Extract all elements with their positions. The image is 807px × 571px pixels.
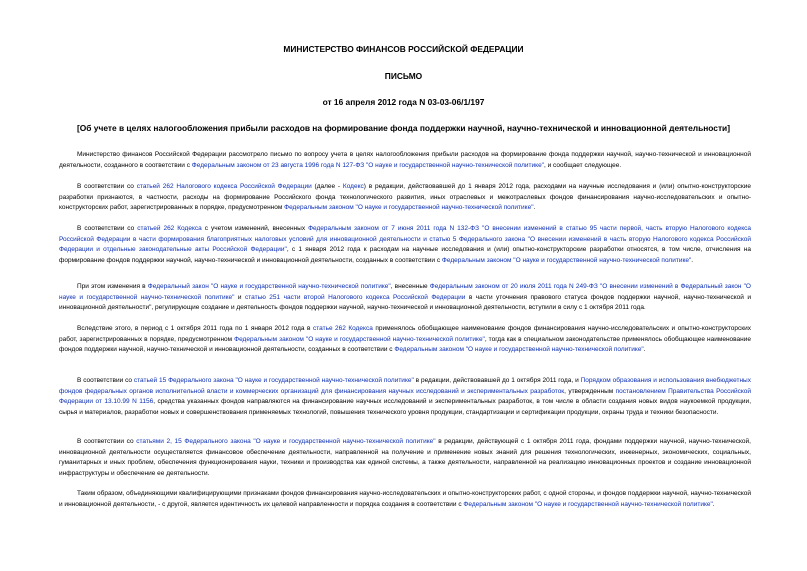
legal-reference-link[interactable]: статьей 15 Федерального закона "О науке и государственной научно-технической политике" bbox=[133, 377, 414, 384]
legal-reference-link[interactable]: Федеральным законом "О науке и государственной научно-технической политике" bbox=[394, 346, 644, 354]
legal-reference-link[interactable]: Федеральным законом от 7 июня 2011 года N 132-ФЗ "О внесении изменений в статью 95 части первой, часть вторую Налогового кодекса Российской Федерации в части формирования благоприятных налоговых условий для инновационной деятельности и статью 5 Федерального закона "О внесении изменений в часть вторую Налогового кодекса Российской Федерации и отдельные законодательные акты Российской Федерации" bbox=[59, 225, 752, 254]
legal-reference-link[interactable]: Кодекс bbox=[342, 183, 364, 190]
paragraph-text: с учетом изменений, внесенных bbox=[201, 225, 309, 232]
paragraph-text: и bbox=[234, 293, 245, 301]
paragraph-text: В соответствии со bbox=[77, 438, 137, 445]
legal-reference-link[interactable]: Федеральным законом "О науке и государственной научно-технической политике" bbox=[441, 256, 692, 264]
legal-reference-link[interactable]: Федеральным законом "О науке и государственной научно-технической политике" bbox=[463, 500, 713, 508]
paragraph-text: . bbox=[533, 204, 536, 212]
legal-reference-link[interactable]: статье 262 Кодекса bbox=[312, 325, 373, 332]
paragraph-text: в редакции, действовавшей до 1 октября 2011 года, и bbox=[413, 377, 581, 384]
paragraph-text: В соответствии со bbox=[77, 377, 134, 384]
paragraph-text: , и сообщает следующее. bbox=[544, 161, 622, 169]
body-paragraph-5 bbox=[59, 324, 751, 356]
legal-reference-link[interactable]: Федеральный закон "О науке и государственной научно-технической политике" bbox=[147, 283, 391, 290]
legal-reference-link[interactable]: Федеральным законом "О науке и государственной научно-технической политике" bbox=[234, 335, 485, 343]
paragraph-text: . bbox=[712, 500, 715, 508]
legal-reference-link[interactable]: статью 251 части второй Налогового кодекса Российской Федерации bbox=[244, 293, 466, 301]
paragraph-text: В соответствии со bbox=[77, 183, 137, 190]
legal-reference-link[interactable]: Порядком образования и использования внебюджетных фондов федеральных органов исполнительной власти и коммерческих организаций для финансирования научных исследований и экспериментальных разработок bbox=[59, 377, 751, 395]
subject-heading: [Об учете в целях налогообложения прибыли расходов на формирование фонда поддержки научной, научно-технической и инновационной деятельности] bbox=[77, 123, 730, 133]
paragraph-text: , средства указанных фондов направляются на финансирование научных исследований и экспериментальных разработок, в том числе в области создания новых видов наукоемкой продукции, сырья и материалов, разработки новых и совершенствования применяемых технологий, повышения технического уровня продукции, стандартизации и сертификации продукции, охраны труда и техники безопасности. bbox=[59, 398, 751, 416]
document-type-heading: ПИСЬМО bbox=[384, 71, 423, 81]
body-paragraph-4 bbox=[59, 282, 751, 314]
paragraph-text: Вследствие этого, в период с 1 октября 2011 года по 1 января 2012 года в bbox=[77, 325, 313, 332]
paragraph-text: , тогда как в специальном законодательстве применялось обобщающее наименование фондов поддержки научной, научно-технической и инновационной деятельности, созданных в соответствии с bbox=[59, 335, 751, 354]
legal-reference-link[interactable]: Федеральным законом "О науке и государственной научно-технической политике" bbox=[284, 204, 534, 212]
paragraph-text: . bbox=[691, 256, 694, 264]
body-paragraph-6 bbox=[59, 376, 751, 418]
paragraph-text: При этом изменения в bbox=[77, 283, 148, 290]
legal-reference-link[interactable]: постановлением Правительства Российской Федерации от 13.10.99 N 1156 bbox=[59, 387, 751, 406]
paragraph-text: в части уточнения правового статуса фондов поддержки научной, научно-технической и инновационной деятельности", регулирующие создание и деятельность фондов поддержки научной, научно-технической и инновационной деятельности, вступили в силу с 1 октября 2011 года. bbox=[59, 293, 751, 312]
paragraph-text: применялось обобщающее наименование фондов финансирования научно-исследовательских и опытно-конструкторских работ, зарегистрированных в порядке, предусмотренном bbox=[59, 325, 751, 343]
legal-reference-link[interactable]: статьей 262 Кодекса bbox=[137, 225, 202, 232]
body-paragraph-2 bbox=[59, 182, 751, 214]
body-paragraph-8 bbox=[59, 489, 751, 510]
paragraph-text: В соответствии со bbox=[77, 225, 138, 232]
paragraph-text: , с 1 января 2012 года к расходам на научные исследования и (или) опытно-конструкторские разработки относятся, в том числе, отчисления на формирование фондов поддержки научной, научно-технической и инновационной деятельности, созданных в соответствии с bbox=[59, 246, 751, 264]
paragraph-text: , внесенные bbox=[390, 283, 430, 290]
legal-reference-link[interactable]: Федеральным законом от 23 августа 1996 года N 127-ФЗ "О науке и государственной научно-технической политике" bbox=[191, 161, 544, 169]
body-paragraph-7 bbox=[59, 437, 751, 479]
legal-reference-link[interactable]: Федеральным законом от 20 июля 2011 года N 249-ФЗ "О внесении изменений в Федеральный закон "О науке и государственной научно-технической политике" bbox=[59, 283, 751, 301]
ministry-heading: МИНИСТЕРСТВО ФИНАНСОВ РОССИЙСКОЙ ФЕДЕРАЦИИ bbox=[283, 44, 524, 54]
date-number-heading: от 16 апреля 2012 года N 03-03-06/1/197 bbox=[322, 97, 485, 107]
paragraph-text: Таким образом, объединяющими квалифицирующими признаками фондов финансирования научно-исследовательских и опытно-конструкторских работ, с одной стороны, и фондов поддержки научной, научно-технической и инновационной деятельности, - с другой, является идентичность их целевой направленности и порядка создания в соответствии с bbox=[59, 490, 751, 508]
legal-reference-link[interactable]: статьей 262 Налогового кодекса Российской Федерации bbox=[136, 183, 312, 190]
paragraph-text: Министерство финансов Российской Федерации рассмотрело письмо по вопросу учета в целях налогообложения прибыли расходов на формирование фонда поддержки научной, научно-технической и инновационной деятельности, созданного в соответствии с bbox=[59, 151, 751, 169]
body-paragraph-3 bbox=[59, 224, 751, 266]
paragraph-text: в редакции, действующей с 1 октября 2011 года, фондами поддержки научной, научно-технической, инновационной деятельности осуществляется финансовое обеспечение деятельности, направленной на получение и применение новых знаний для решения технологических, инженерных, экономических, социальных, гуманитарных и иных проблем, обеспечения функционирования науки, техники и производства как единой системы, а также деятельности, направленной на реализацию инновационных проектов и создание инновационной инфраструктуры и обеспечение ее деятельности. bbox=[59, 438, 751, 477]
paragraph-text: (далее - bbox=[311, 183, 343, 190]
paragraph-text: ) в редакции, действовавшей до 1 января 2012 года, расходами на научные исследования и (или) опытно-конструкторские разработки признаются, в частности, расходы на формирование Российского фонда технологического развития, иных отраслевых и межотраслевых фондов финансирования научно-исследовательских и опытно-конструкторских работ, зарегистрированных в порядке, предусмотренном bbox=[59, 183, 751, 212]
paragraph-text: . bbox=[643, 346, 646, 354]
paragraph-text: , утвержденным bbox=[564, 387, 616, 395]
legal-reference-link[interactable]: статьями 2, 15 Федерального закона "О науке и государственной научно-технической политике" bbox=[136, 438, 436, 445]
body-paragraph-1 bbox=[59, 150, 751, 171]
